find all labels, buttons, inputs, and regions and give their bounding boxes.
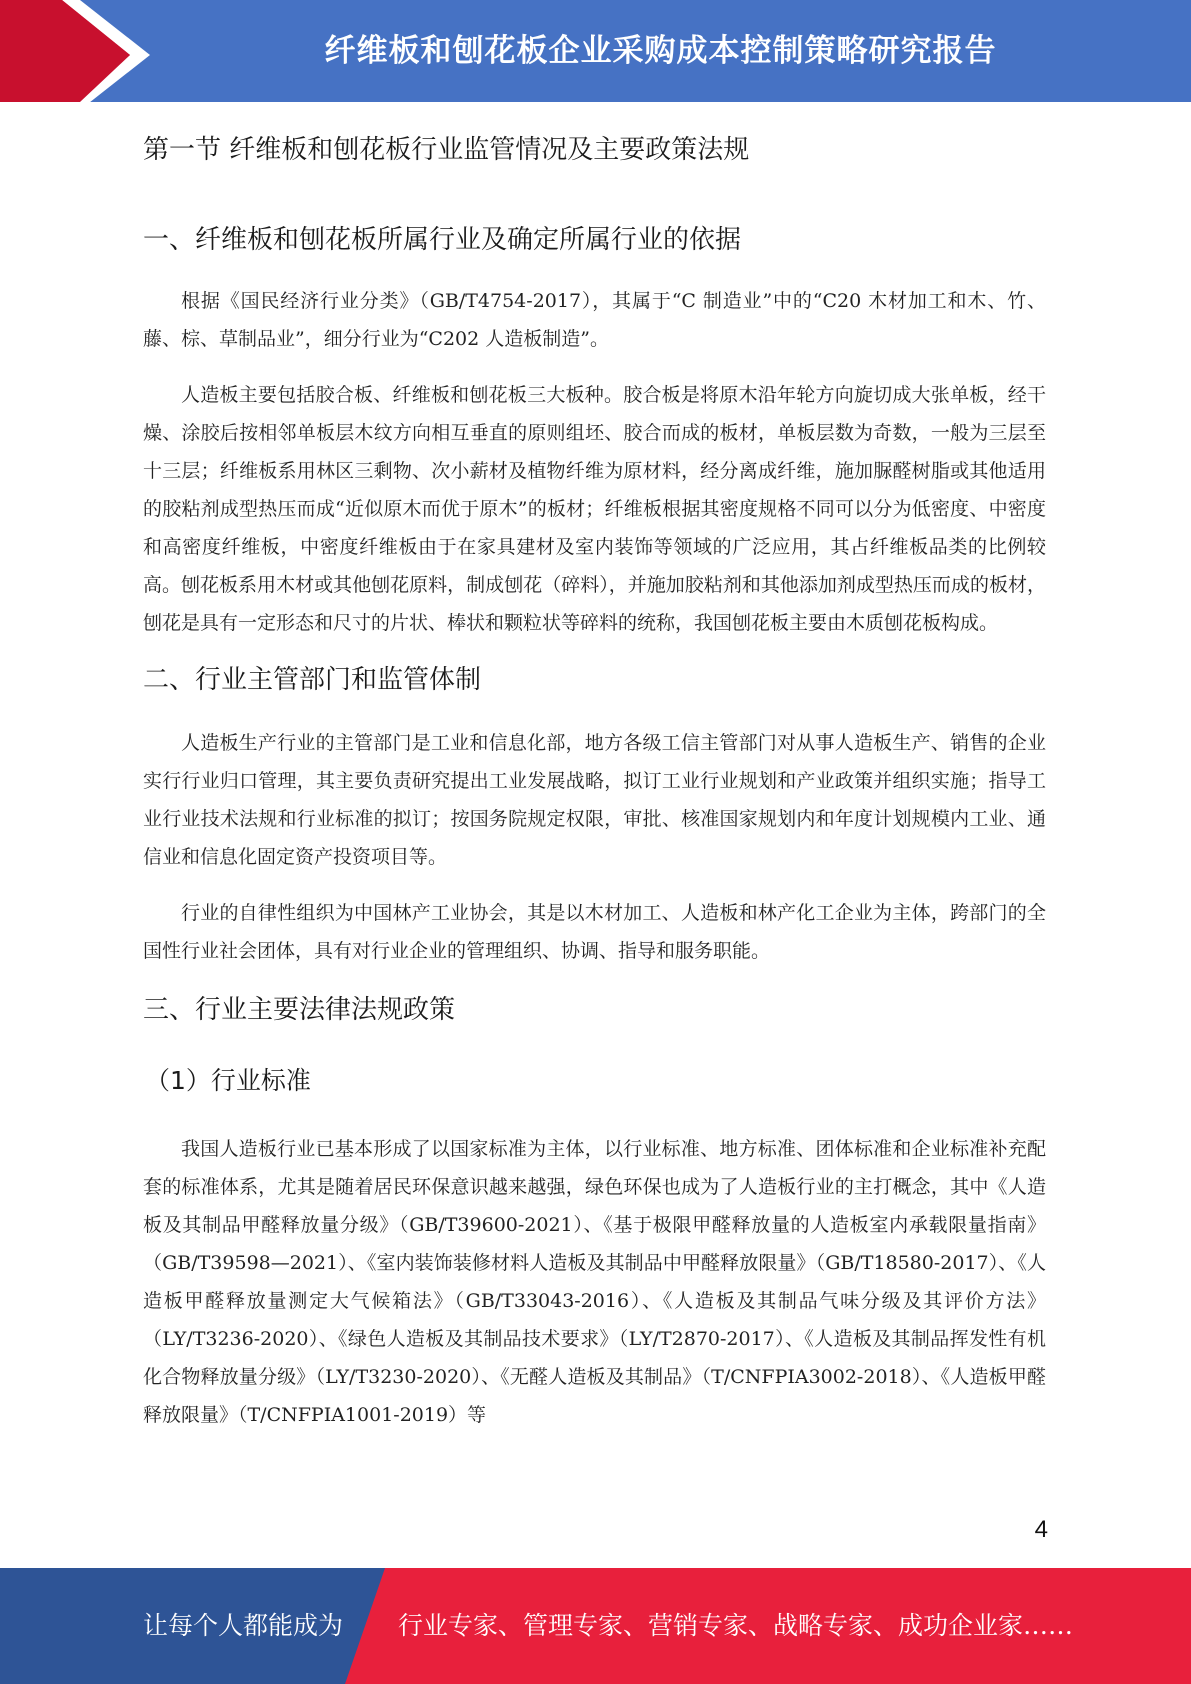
part-2-paragraph-2: 行业的自律性组织为中国林产工业协会，其是以木材加工、人造板和林产化工企业为主体，跨部门的全国性行业社会团体，具有对行业企业的管理组织、协调、指导和服务职能。 <box>143 902 1046 962</box>
report-title: 纤维板和刨花板企业采购成本控制策略研究报告 <box>324 33 997 69</box>
page-footer <box>0 1568 1191 1684</box>
part-2-paragraph-1: 人造板生产行业的主管部门是工业和信息化部，地方各级工信主管部门对从事人造板生产、销售的企业实行行业归口管理，其主要负责研究提出工业发展战略，拟订工业行业规划和产业政策并组织实施；指导工业行业技术法规和行业标准的拟订；按国务院规定权限，审批、核准国家规划内和年度计划规模内工业、通信业和信息化固定资产投资项目等。 <box>143 732 1046 868</box>
part-1-heading: 一、纤维板和刨花板所属行业及确定所属行业的依据 <box>143 225 742 255</box>
footer-slogan-left: 让每个人都能成为 <box>143 1611 344 1640</box>
page-header <box>0 0 1191 110</box>
page-number: 4 <box>1034 1516 1048 1543</box>
part-1-paragraph-1: 根据《国民经济行业分类》（GB/T4754-2017），其属于“C 制造业”中的“C20 木材加工和木、竹、藤、棕、草制品业”，细分行业为“C202 人造板制造”。 <box>143 290 1046 350</box>
part-3-subheading: （1）行业标准 <box>145 1066 311 1095</box>
part-2-heading: 二、行业主管部门和监管体制 <box>143 665 482 695</box>
part-3-heading: 三、行业主要法律法规政策 <box>143 995 456 1025</box>
section-title: 第一节 纤维板和刨花板行业监管情况及主要政策法规 <box>143 135 750 165</box>
document-body <box>143 126 1046 1434</box>
footer-slogan-right: 行业专家、管理专家、营销专家、战略专家、成功企业家…… <box>398 1611 1074 1640</box>
part-3-paragraph-1: 我国人造板行业已基本形成了以国家标准为主体，以行业标准、地方标准、团体标准和企业标准补充配套的标准体系，尤其是随着居民环保意识越来越强，绿色环保也成为了人造板行业的主打概念，其中《人造板及其制品甲醛释放量分级》（GB/T39600-2021）、《基于极限甲醛释放量的人造板室内承载限量指南》（GB/T39598—2021）、《室内装饰装修材料人造板及其制品中甲醛释放限量》（GB/T18580-2017）、《人造板甲醛释放量测定大气候箱法》（GB/T33043-2016）、《人造板及其制品气味分级及其评价方法》（LY/T3236-2020）、《绿色人造板及其制品技术要求》（LY/T2870-2017）、《人造板及其制品挥发性有机化合物释放量分级》（LY/T3230-2020）、《无醛人造板及其制品》（T/CNFPIA3002-2018）、《人造板甲醛释放限量》（T/CNFPIA1001-2019）等 <box>143 1138 1046 1426</box>
part-1-paragraph-2: 人造板主要包括胶合板、纤维板和刨花板三大板种。胶合板是将原木沿年轮方向旋切成大张单板，经干燥、涂胶后按相邻单板层木纹方向相互垂直的原则组坯、胶合而成的板材，单板层数为奇数，一般为三层至十三层；纤维板系用林区三剩物、次小薪材及植物纤维为原材料，经分离成纤维，施加脲醛树脂或其他适用的胶粘剂成型热压而成“近似原木而优于原木”的板材；纤维板根据其密度规格不同可以分为低密度、中密度和高密度纤维板，中密度纤维板由于在家具建材及室内装饰等领域的广泛应用，其占纤维板品类的比例较高。刨花板系用木材或其他刨花原料，制成刨花（碎料），并施加胶粘剂和其他添加剂成型热压而成的板材，刨花是具有一定形态和尺寸的片状、棒状和颗粒状等碎料的统称，我国刨花板主要由木质刨花板构成。 <box>143 384 1046 634</box>
